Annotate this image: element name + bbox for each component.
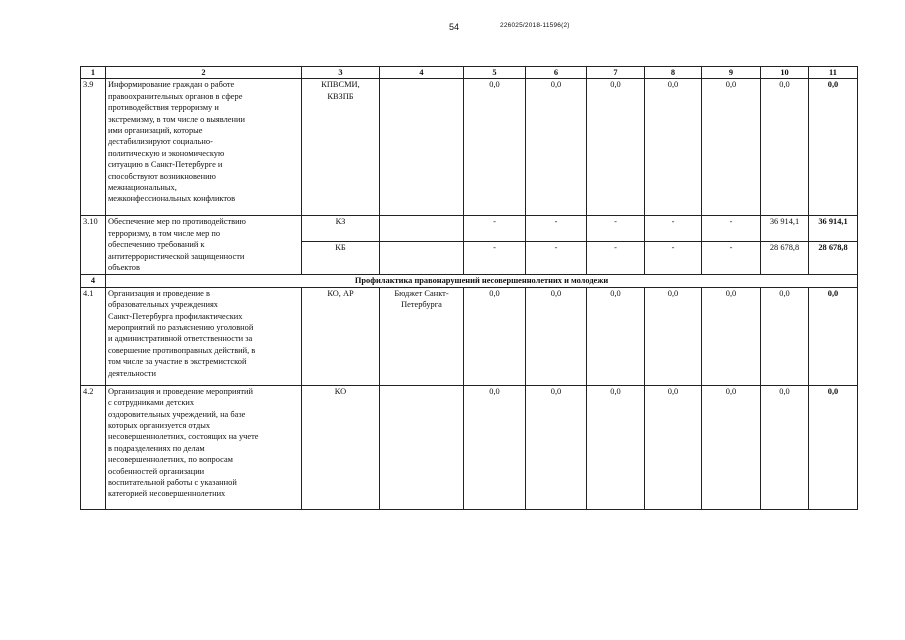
description-line: Организация и проведение мероприятий [108, 386, 254, 396]
funding-source-cell [380, 216, 464, 242]
description-line: Санкт-Петербурга профилактических [108, 311, 243, 321]
total-cell: 0,0 [809, 287, 858, 385]
funding-source-cell [380, 79, 464, 216]
executor-cell: КО [302, 385, 380, 509]
value-cell: 0,0 [702, 79, 761, 216]
total-cell: 28 678,8 [809, 242, 858, 275]
document-id: 226025/2018-11596(2) [500, 22, 570, 29]
value-cell: - [587, 242, 645, 275]
row-description [106, 385, 302, 509]
value-cell: - [645, 242, 702, 275]
funding-source-cell [380, 242, 464, 275]
row-number: 3.9 [81, 79, 106, 216]
description-line: объектов [108, 263, 140, 273]
value-cell: 0,0 [464, 79, 526, 216]
column-number: 1 [81, 67, 106, 79]
value-cell: 0,0 [464, 287, 526, 385]
executor-cell [302, 79, 380, 216]
description-line: деятельности [108, 368, 156, 378]
column-number: 5 [464, 67, 526, 79]
value-cell: 0,0 [761, 385, 809, 509]
value-cell: 0,0 [526, 385, 587, 509]
description-line: правоохранительных органов в сфере [108, 91, 243, 101]
description-line: мероприятий по разъяснению уголовной [108, 323, 254, 333]
value-cell: - [526, 242, 587, 275]
table-row [81, 287, 858, 385]
executor-cell: КЗ [302, 216, 380, 242]
funding-source-line: Петербурга [401, 300, 442, 310]
description-line: Обеспечение мер по противодействию [108, 217, 246, 227]
column-number: 3 [302, 67, 380, 79]
value-cell: - [526, 216, 587, 242]
description-line: том числе за участие в экстремистской [108, 357, 247, 367]
value-cell: 0,0 [464, 385, 526, 509]
description-line: несовершеннолетних, состоящих на учете [108, 432, 259, 442]
value-cell: 0,0 [702, 287, 761, 385]
table-row [81, 216, 858, 242]
row-description [106, 287, 302, 385]
description-line: ситуацию в Санкт-Петербурге и [108, 160, 223, 170]
row-number: 3.10 [81, 216, 106, 275]
executor-line: КПВСМИ, [321, 80, 360, 90]
row-description [106, 216, 302, 275]
row-number: 4.1 [81, 287, 106, 385]
description-line: несовершеннолетних, по вопросам [108, 455, 233, 465]
description-line: оздоровительных учреждений, на базе [108, 409, 246, 419]
value-cell: 0,0 [587, 287, 645, 385]
row-description [106, 79, 302, 216]
column-number: 9 [702, 67, 761, 79]
page-number: 54 [449, 22, 460, 32]
description-line: и административной ответственности за [108, 334, 253, 344]
value-cell: 36 914,1 [761, 216, 809, 242]
column-number: 4 [380, 67, 464, 79]
program-table [80, 66, 858, 510]
value-cell: - [587, 216, 645, 242]
description-line: противодействия терроризму и [108, 103, 219, 113]
row-number: 4.2 [81, 385, 106, 509]
description-line: Организация и проведение в [108, 288, 210, 298]
column-number: 6 [526, 67, 587, 79]
section-title: Профилактика правонарушений несовершеннолетних и молодежи [106, 275, 858, 287]
value-cell: 0,0 [645, 287, 702, 385]
value-cell: 0,0 [761, 79, 809, 216]
value-cell: 0,0 [526, 79, 587, 216]
value-cell: 0,0 [587, 385, 645, 509]
description-line: особенностей организации [108, 466, 205, 476]
value-cell: - [645, 216, 702, 242]
value-cell: 28 678,8 [761, 242, 809, 275]
funding-source-line: Бюджет Санкт- [394, 288, 449, 298]
description-line: образовательных учреждениях [108, 300, 218, 310]
description-line: политическую и экономическую [108, 148, 225, 158]
executor-cell: КБ [302, 242, 380, 275]
description-line: обеспечению требований к [108, 240, 205, 250]
description-line: категорией несовершеннолетних [108, 489, 226, 499]
description-line: антитеррористической защищенности [108, 251, 245, 261]
value-cell: 0,0 [761, 287, 809, 385]
section-number: 4 [81, 275, 106, 287]
column-number: 7 [587, 67, 645, 79]
funding-source-cell [380, 287, 464, 385]
description-line: в подразделениях по делам [108, 443, 205, 453]
total-cell: 0,0 [809, 385, 858, 509]
description-line: межнациональных, [108, 183, 177, 193]
executor-line: КВЗПБ [327, 91, 354, 101]
description-line: ими организаций, которые [108, 126, 203, 136]
section-row [81, 275, 858, 287]
table-row [81, 385, 858, 509]
column-number: 8 [645, 67, 702, 79]
description-line: межконфессиональных конфликтов [108, 194, 236, 204]
description-line: способствуют возникновению [108, 171, 216, 181]
description-line: которых организуется отдых [108, 421, 211, 431]
value-cell: - [702, 216, 761, 242]
column-number-row [81, 67, 858, 79]
description-line: с сотрудниками детских [108, 398, 195, 408]
table-row [81, 79, 858, 216]
value-cell: 0,0 [587, 79, 645, 216]
value-cell: - [464, 216, 526, 242]
value-cell: 0,0 [526, 287, 587, 385]
description-line: экстремизму, в том числе о выявлении [108, 114, 245, 124]
description-line: воспитательной работы с указанной [108, 478, 237, 488]
description-line: дестабилизируют социально- [108, 137, 213, 147]
value-cell: - [702, 242, 761, 275]
column-number: 10 [761, 67, 809, 79]
value-cell: 0,0 [645, 79, 702, 216]
funding-source-cell [380, 385, 464, 509]
value-cell: - [464, 242, 526, 275]
description-line: терроризму, в том числе мер по [108, 228, 221, 238]
column-number: 2 [106, 67, 302, 79]
description-line: совершение противоправных действий, в [108, 345, 256, 355]
total-cell: 0,0 [809, 79, 858, 216]
description-line: Информирование граждан о работе [108, 80, 235, 90]
value-cell: 0,0 [645, 385, 702, 509]
value-cell: 0,0 [702, 385, 761, 509]
executor-cell: КО, АР [302, 287, 380, 385]
column-number: 11 [809, 67, 858, 79]
total-cell: 36 914,1 [809, 216, 858, 242]
